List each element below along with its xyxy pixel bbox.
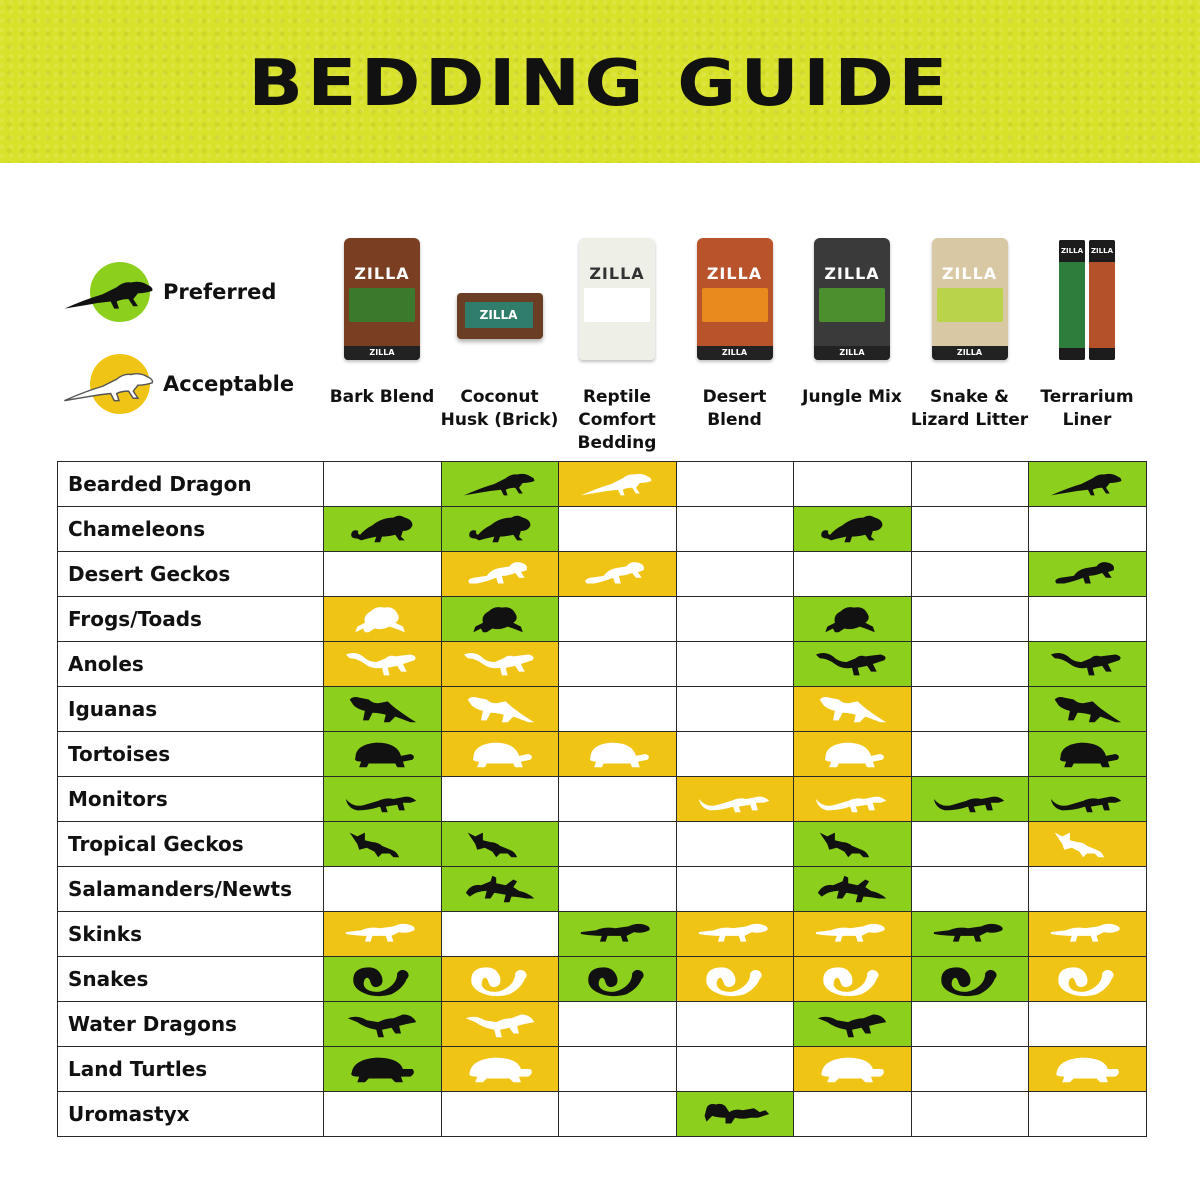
preferred-cell bbox=[441, 462, 559, 507]
species-label: Uromastyx bbox=[58, 1092, 324, 1137]
table-row bbox=[58, 1002, 1147, 1047]
preferred-cell bbox=[1029, 642, 1147, 687]
empty-cell bbox=[1029, 507, 1147, 552]
acceptable-cell bbox=[1029, 912, 1147, 957]
acceptable-cell bbox=[1029, 957, 1147, 1002]
skink-icon bbox=[811, 915, 893, 953]
desert-gecko-icon bbox=[459, 555, 541, 593]
tortoise-icon bbox=[341, 735, 423, 773]
acceptable-cell bbox=[794, 687, 912, 732]
anole-icon bbox=[341, 645, 423, 683]
water-dragon-icon bbox=[459, 1005, 541, 1043]
legend bbox=[62, 262, 322, 446]
liner-footer bbox=[1059, 348, 1085, 360]
acceptable-cell bbox=[559, 462, 677, 507]
empty-cell bbox=[559, 642, 677, 687]
snake-icon bbox=[929, 960, 1011, 998]
tropical-gecko-icon bbox=[341, 825, 423, 863]
brand-footer: ZILLA bbox=[932, 346, 1008, 360]
table-row bbox=[58, 1092, 1147, 1137]
liner-footer bbox=[1089, 348, 1115, 360]
species-label: Water Dragons bbox=[58, 1002, 324, 1047]
empty-cell bbox=[559, 1092, 677, 1137]
table-row bbox=[58, 687, 1147, 732]
acceptable-cell bbox=[676, 912, 794, 957]
empty-cell bbox=[1029, 867, 1147, 912]
legend-preferred-label: Preferred bbox=[163, 280, 277, 304]
empty-cell bbox=[1029, 1092, 1147, 1137]
preferred-cell bbox=[559, 912, 677, 957]
preferred-cell bbox=[441, 822, 559, 867]
anole-icon bbox=[1046, 645, 1128, 683]
tortoise-icon bbox=[811, 735, 893, 773]
preferred-cell bbox=[324, 687, 442, 732]
preferred-cell bbox=[324, 1002, 442, 1047]
chameleon-icon bbox=[459, 510, 541, 548]
preferred-cell bbox=[911, 957, 1029, 1002]
land-turtle-icon bbox=[1046, 1050, 1128, 1088]
species-label: Tropical Geckos bbox=[58, 822, 324, 867]
preferred-cell bbox=[324, 777, 442, 822]
empty-cell bbox=[559, 507, 677, 552]
product-bag bbox=[344, 238, 420, 360]
empty-cell bbox=[676, 1047, 794, 1092]
empty-cell bbox=[676, 462, 794, 507]
title-banner bbox=[0, 0, 1200, 163]
bearded-dragon-icon bbox=[459, 465, 541, 503]
brand-footer: ZILLA bbox=[814, 346, 890, 360]
column-header-5: Jungle Mix bbox=[802, 387, 902, 407]
acceptable-cell bbox=[441, 1002, 559, 1047]
product-image-1 bbox=[323, 232, 441, 360]
product-image-5 bbox=[793, 232, 911, 360]
empty-cell bbox=[1029, 1002, 1147, 1047]
empty-cell bbox=[911, 597, 1029, 642]
bearded-dragon-icon bbox=[62, 270, 157, 314]
empty-cell bbox=[324, 462, 442, 507]
acceptable-cell bbox=[559, 732, 677, 777]
species-label: Frogs/Toads bbox=[58, 597, 324, 642]
empty-cell bbox=[559, 822, 677, 867]
table-row bbox=[58, 957, 1147, 1002]
brand-logo: ZILLA bbox=[354, 264, 410, 283]
brand-logo: ZILLA bbox=[824, 264, 880, 283]
empty-cell bbox=[911, 1092, 1029, 1137]
species-label: Monitors bbox=[58, 777, 324, 822]
acceptable-cell bbox=[324, 597, 442, 642]
legend-acceptable-icon bbox=[62, 354, 157, 414]
empty-cell bbox=[911, 507, 1029, 552]
acceptable-cell bbox=[1029, 1047, 1147, 1092]
legend-preferred-icon bbox=[62, 262, 157, 322]
table-row bbox=[58, 732, 1147, 777]
frog-icon bbox=[459, 600, 541, 638]
empty-cell bbox=[559, 1047, 677, 1092]
desert-gecko-icon bbox=[1046, 555, 1128, 593]
acceptable-cell bbox=[441, 687, 559, 732]
empty-cell bbox=[559, 777, 677, 822]
chameleon-icon bbox=[811, 510, 893, 548]
acceptable-cell bbox=[441, 642, 559, 687]
land-turtle-icon bbox=[341, 1050, 423, 1088]
empty-cell bbox=[794, 552, 912, 597]
monitor-lizard-icon bbox=[1046, 780, 1128, 818]
tortoise-icon bbox=[459, 735, 541, 773]
table-row bbox=[58, 822, 1147, 867]
acceptable-cell bbox=[1029, 822, 1147, 867]
empty-cell bbox=[676, 687, 794, 732]
column-header-4: Desert Blend bbox=[702, 387, 767, 430]
product-label-band bbox=[702, 288, 768, 322]
preferred-cell bbox=[1029, 732, 1147, 777]
legend-acceptable-label: Acceptable bbox=[163, 372, 295, 396]
tortoise-icon bbox=[576, 735, 658, 773]
species-label: Iguanas bbox=[58, 687, 324, 732]
product-label-band bbox=[819, 288, 885, 322]
anole-icon bbox=[811, 645, 893, 683]
monitor-lizard-icon bbox=[694, 780, 776, 818]
acceptable-cell bbox=[324, 642, 442, 687]
preferred-cell bbox=[324, 1047, 442, 1092]
table-row bbox=[58, 507, 1147, 552]
empty-cell bbox=[559, 687, 677, 732]
empty-cell bbox=[676, 507, 794, 552]
preferred-cell bbox=[324, 957, 442, 1002]
table-row bbox=[58, 777, 1147, 822]
iguana-icon bbox=[1046, 690, 1128, 728]
snake-icon bbox=[1046, 960, 1128, 998]
water-dragon-icon bbox=[341, 1005, 423, 1043]
skink-icon bbox=[341, 915, 423, 953]
empty-cell bbox=[324, 1092, 442, 1137]
brand-logo: ZILLA bbox=[941, 264, 998, 283]
acceptable-cell bbox=[441, 957, 559, 1002]
empty-cell bbox=[1029, 597, 1147, 642]
preferred-cell bbox=[911, 912, 1029, 957]
bedding-table bbox=[57, 461, 1147, 1137]
skink-icon bbox=[576, 915, 658, 953]
empty-cell bbox=[441, 1092, 559, 1137]
acceptable-cell bbox=[441, 1047, 559, 1092]
table-row bbox=[58, 1047, 1147, 1092]
preferred-cell bbox=[794, 822, 912, 867]
empty-cell bbox=[911, 1002, 1029, 1047]
empty-cell bbox=[676, 867, 794, 912]
snake-icon bbox=[341, 960, 423, 998]
brand-logo: ZILLA bbox=[1059, 240, 1085, 262]
species-label: Tortoises bbox=[58, 732, 324, 777]
empty-cell bbox=[911, 1047, 1029, 1092]
brand-logo: ZILLA bbox=[706, 264, 763, 283]
salamander-icon bbox=[811, 870, 893, 908]
iguana-icon bbox=[811, 690, 893, 728]
preferred-cell bbox=[559, 957, 677, 1002]
preferred-cell bbox=[911, 777, 1029, 822]
salamander-icon bbox=[459, 870, 541, 908]
skink-icon bbox=[694, 915, 776, 953]
empty-cell bbox=[911, 732, 1029, 777]
product-image-6 bbox=[911, 232, 1029, 360]
preferred-cell bbox=[794, 597, 912, 642]
empty-cell bbox=[441, 777, 559, 822]
bearded-dragon-icon bbox=[576, 465, 658, 503]
anole-icon bbox=[459, 645, 541, 683]
preferred-cell bbox=[1029, 462, 1147, 507]
column-header-1: Bark Blend bbox=[329, 387, 435, 407]
empty-cell bbox=[794, 1092, 912, 1137]
acceptable-cell bbox=[794, 912, 912, 957]
acceptable-cell bbox=[794, 732, 912, 777]
tropical-gecko-icon bbox=[811, 825, 893, 863]
land-turtle-icon bbox=[811, 1050, 893, 1088]
product-image-3 bbox=[558, 232, 676, 360]
preferred-cell bbox=[1029, 687, 1147, 732]
tortoise-icon bbox=[1046, 735, 1128, 773]
monitor-lizard-icon bbox=[929, 780, 1011, 818]
bearded-dragon-icon bbox=[1046, 465, 1128, 503]
acceptable-cell bbox=[676, 957, 794, 1002]
empty-cell bbox=[676, 597, 794, 642]
brand-logo: ZILLA bbox=[589, 264, 645, 283]
empty-cell bbox=[676, 642, 794, 687]
product-bag bbox=[932, 238, 1008, 360]
uromastyx-icon bbox=[694, 1095, 776, 1133]
species-label: Skinks bbox=[58, 912, 324, 957]
desert-gecko-icon bbox=[576, 555, 658, 593]
species-label: Bearded Dragon bbox=[58, 462, 324, 507]
empty-cell bbox=[911, 687, 1029, 732]
empty-cell bbox=[559, 867, 677, 912]
table-row bbox=[58, 552, 1147, 597]
table-row bbox=[58, 912, 1147, 957]
preferred-cell bbox=[794, 507, 912, 552]
snake-icon bbox=[576, 960, 658, 998]
preferred-cell bbox=[1029, 777, 1147, 822]
product-liner-box bbox=[1059, 240, 1085, 360]
acceptable-cell bbox=[441, 552, 559, 597]
preferred-cell bbox=[324, 822, 442, 867]
product-bag bbox=[579, 238, 655, 360]
product-label-band bbox=[584, 288, 650, 322]
empty-cell bbox=[324, 867, 442, 912]
empty-cell bbox=[559, 597, 677, 642]
empty-cell bbox=[794, 462, 912, 507]
empty-cell bbox=[676, 822, 794, 867]
empty-cell bbox=[441, 912, 559, 957]
frog-icon bbox=[811, 600, 893, 638]
product-bag bbox=[814, 238, 890, 360]
acceptable-cell bbox=[676, 777, 794, 822]
page-title: BEDDING GUIDE bbox=[248, 46, 952, 121]
species-label: Land Turtles bbox=[58, 1047, 324, 1092]
species-label: Desert Geckos bbox=[58, 552, 324, 597]
empty-cell bbox=[911, 462, 1029, 507]
species-label: Snakes bbox=[58, 957, 324, 1002]
product-label-band bbox=[349, 288, 415, 322]
snake-icon bbox=[694, 960, 776, 998]
table-row bbox=[58, 597, 1147, 642]
empty-cell bbox=[911, 552, 1029, 597]
product-liner-box bbox=[1089, 240, 1115, 360]
product-image-2 bbox=[441, 232, 559, 360]
monitor-lizard-icon bbox=[341, 780, 423, 818]
snake-icon bbox=[459, 960, 541, 998]
empty-cell bbox=[911, 867, 1029, 912]
bearded-dragon-icon bbox=[62, 362, 157, 406]
product-image-7 bbox=[1028, 232, 1146, 360]
product-bag bbox=[697, 238, 773, 360]
skink-icon bbox=[1046, 915, 1128, 953]
iguana-icon bbox=[341, 690, 423, 728]
empty-cell bbox=[676, 732, 794, 777]
preferred-cell bbox=[324, 732, 442, 777]
monitor-lizard-icon bbox=[811, 780, 893, 818]
column-header-6: Snake & Lizard Litter bbox=[910, 387, 1029, 430]
acceptable-cell bbox=[441, 732, 559, 777]
brand-logo: ZILLA bbox=[465, 302, 533, 328]
brand-footer: ZILLA bbox=[697, 346, 773, 360]
table-row bbox=[58, 462, 1147, 507]
acceptable-cell bbox=[324, 912, 442, 957]
preferred-cell bbox=[324, 507, 442, 552]
preferred-cell bbox=[1029, 552, 1147, 597]
empty-cell bbox=[559, 1002, 677, 1047]
tropical-gecko-icon bbox=[459, 825, 541, 863]
preferred-cell bbox=[794, 867, 912, 912]
brand-logo: ZILLA bbox=[1089, 240, 1115, 262]
species-label: Salamanders/Newts bbox=[58, 867, 324, 912]
preferred-cell bbox=[441, 597, 559, 642]
species-label: Chameleons bbox=[58, 507, 324, 552]
empty-cell bbox=[324, 552, 442, 597]
column-header-7: Terrarium Liner bbox=[1040, 387, 1134, 430]
product-image-4 bbox=[676, 232, 794, 360]
acceptable-cell bbox=[559, 552, 677, 597]
tropical-gecko-icon bbox=[1046, 825, 1128, 863]
column-header-3: Reptile Comfort Bedding bbox=[577, 387, 657, 453]
table-row bbox=[58, 867, 1147, 912]
water-dragon-icon bbox=[811, 1005, 893, 1043]
preferred-cell bbox=[794, 642, 912, 687]
product-label-band bbox=[937, 288, 1003, 322]
acceptable-cell bbox=[794, 957, 912, 1002]
species-label: Anoles bbox=[58, 642, 324, 687]
snake-icon bbox=[811, 960, 893, 998]
preferred-cell bbox=[441, 867, 559, 912]
column-header-2: Coconut Husk (Brick) bbox=[440, 387, 559, 430]
empty-cell bbox=[676, 1002, 794, 1047]
preferred-cell bbox=[441, 507, 559, 552]
preferred-cell bbox=[676, 1092, 794, 1137]
empty-cell bbox=[911, 822, 1029, 867]
preferred-cell bbox=[794, 1002, 912, 1047]
acceptable-cell bbox=[794, 777, 912, 822]
table-row bbox=[58, 642, 1147, 687]
iguana-icon bbox=[459, 690, 541, 728]
skink-icon bbox=[929, 915, 1011, 953]
legend-preferred bbox=[62, 262, 322, 322]
frog-icon bbox=[341, 600, 423, 638]
chameleon-icon bbox=[341, 510, 423, 548]
acceptable-cell bbox=[794, 1047, 912, 1092]
product-brick bbox=[457, 293, 543, 339]
empty-cell bbox=[911, 642, 1029, 687]
brand-footer: ZILLA bbox=[344, 346, 420, 360]
legend-acceptable bbox=[62, 354, 322, 414]
land-turtle-icon bbox=[459, 1050, 541, 1088]
empty-cell bbox=[676, 552, 794, 597]
